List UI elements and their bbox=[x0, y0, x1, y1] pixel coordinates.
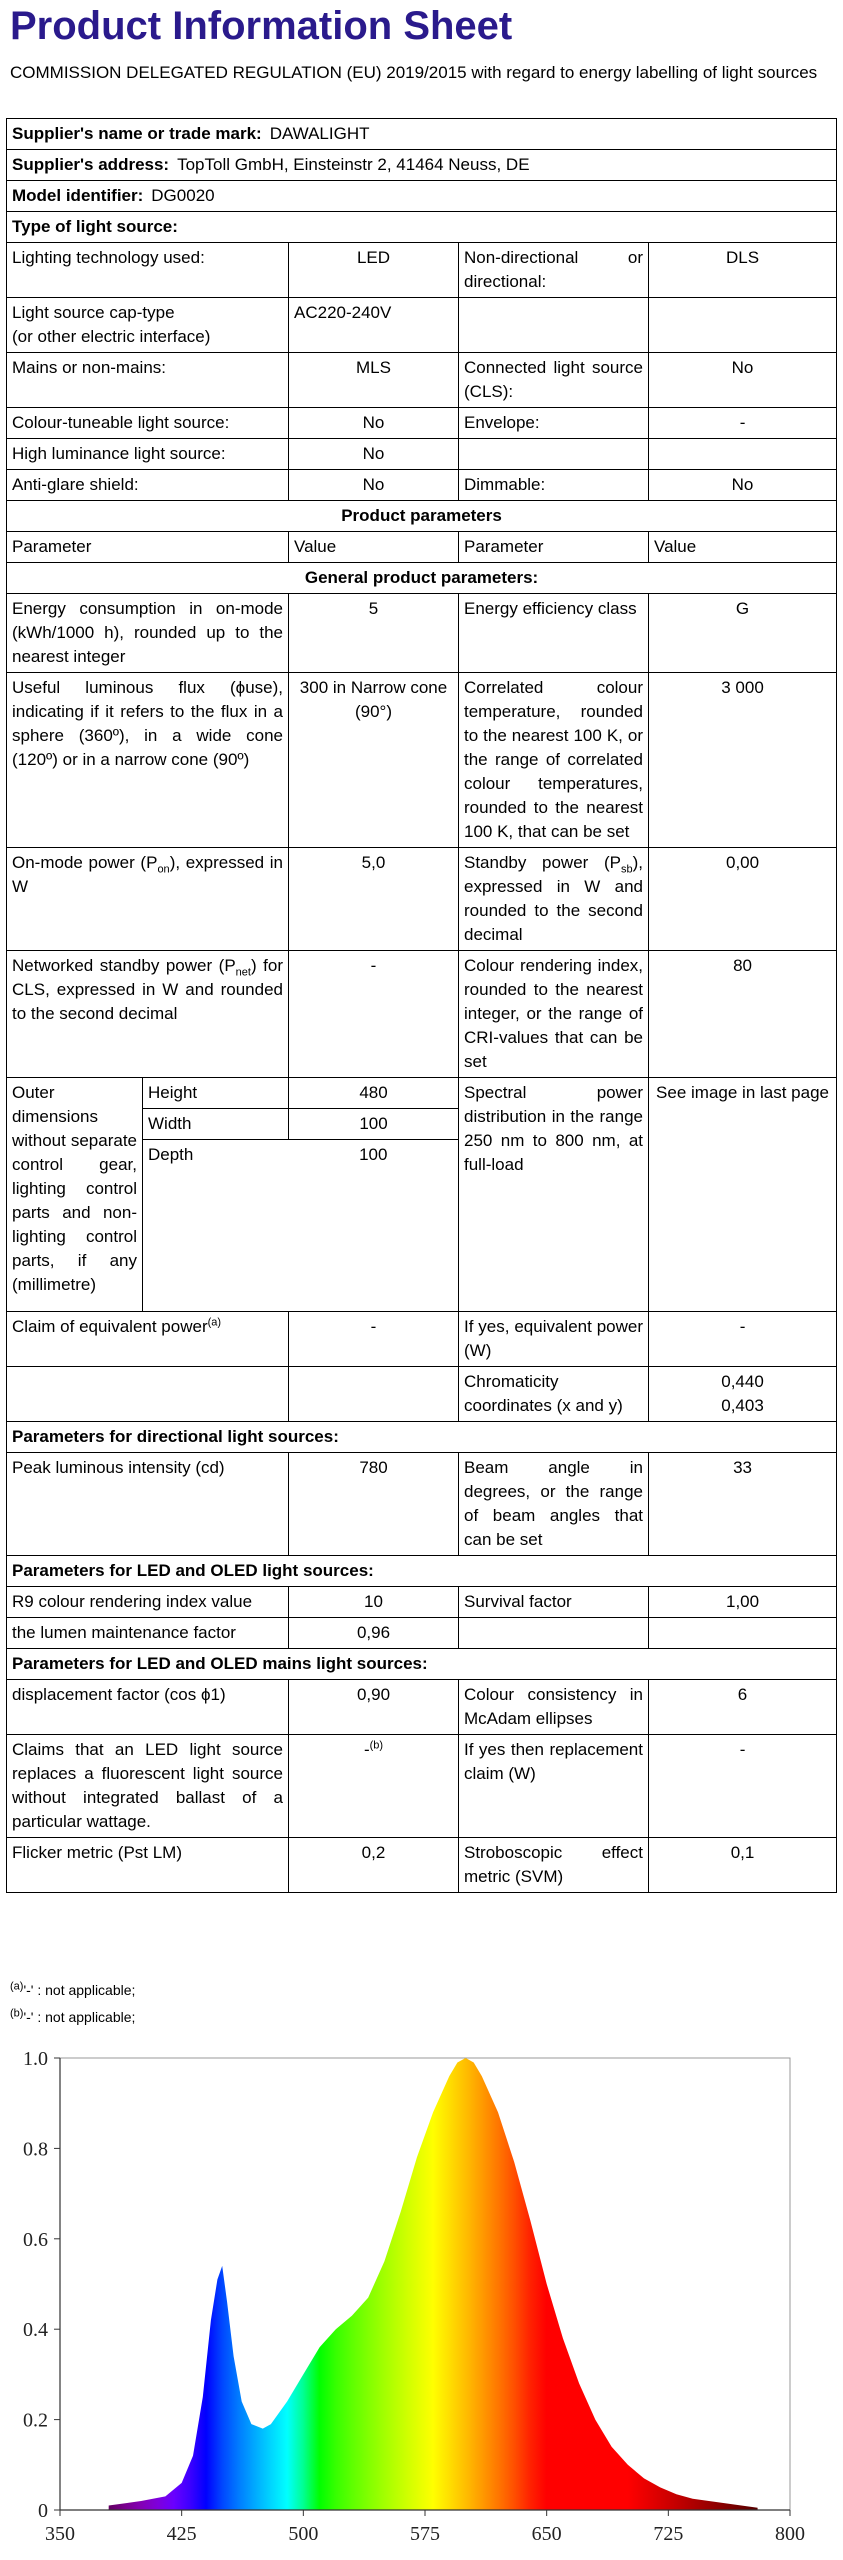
supplier-name-label: Supplier's name or trade mark: bbox=[12, 124, 262, 143]
anti-glare-value: No bbox=[289, 470, 459, 501]
supplier-address-value: TopToll GmbH, Einsteinstr 2, 41464 Neuss, DE bbox=[177, 155, 530, 174]
col-parameter-1: Parameter bbox=[7, 532, 289, 563]
cct-value: 3 000 bbox=[649, 673, 837, 848]
dimmable-value: No bbox=[649, 470, 837, 501]
r9-row bbox=[7, 1587, 837, 1618]
mains-row bbox=[7, 353, 837, 408]
energy-value: 5 bbox=[289, 594, 459, 673]
lumen-label: the lumen maintenance factor bbox=[7, 1618, 289, 1649]
flux-label: Useful luminous flux (ϕuse), indicating if it refers to the flux in a sphere (360º), in a wide cone (120º) or in a narrow cone (90º) bbox=[7, 673, 289, 848]
column-header-row bbox=[7, 532, 837, 563]
disp-value: 0,90 bbox=[289, 1680, 459, 1735]
cap-type-row bbox=[7, 298, 837, 353]
y-tick-label: 0.8 bbox=[23, 2138, 48, 2161]
spd-value: See image in last page bbox=[649, 1078, 837, 1312]
equiv-power-label: If yes, equivalent power (W) bbox=[459, 1312, 649, 1367]
y-tick-label: 0.4 bbox=[23, 2319, 48, 2342]
eff-class-value: G bbox=[649, 594, 837, 673]
colour-tune-value: No bbox=[289, 408, 459, 439]
spd-label: Spectral power distribution in the range 250 nm to 800 nm, at full-load bbox=[459, 1078, 649, 1312]
directional-value: DLS bbox=[649, 243, 837, 298]
width-label: Width bbox=[143, 1109, 289, 1140]
power-row bbox=[7, 848, 837, 951]
type-heading: Type of light source: bbox=[7, 212, 837, 243]
model-value: DG0020 bbox=[151, 186, 215, 205]
anti-glare-label: Anti-glare shield: bbox=[7, 470, 289, 501]
claims-label: Claims that an LED light source replaces a fluorescent light source without integrated ballast of a particular wattage. bbox=[7, 1735, 289, 1838]
disp-label: displacement factor (cos ϕ1) bbox=[7, 1680, 289, 1735]
cct-label: Correlated colour temperature, rounded to the nearest 100 K, or the range of correlated colour temperatures, rounded to the nearest 100 K, that can be set bbox=[459, 673, 649, 848]
claims-row bbox=[7, 1735, 837, 1838]
mains-label: Mains or non-mains: bbox=[7, 353, 289, 408]
strobo-value: 0,1 bbox=[649, 1838, 837, 1893]
product-params-heading: Product parameters bbox=[7, 501, 837, 532]
equiv-power-value: - bbox=[649, 1312, 837, 1367]
lumen-value: 0,96 bbox=[289, 1618, 459, 1649]
replace-value: - bbox=[649, 1735, 837, 1838]
flux-row bbox=[7, 673, 837, 848]
lighting-tech-row bbox=[7, 243, 837, 298]
footnote-b: $^{(b)}$'-' : not applicable; bbox=[10, 2007, 136, 2025]
depth-value: 100 bbox=[289, 1140, 459, 1312]
r9-label: R9 colour rendering index value bbox=[7, 1587, 289, 1618]
led-heading: Parameters for LED and OLED light sources: bbox=[7, 1556, 837, 1587]
general-heading: General product parameters: bbox=[7, 563, 837, 594]
x-tick-label: 650 bbox=[531, 2523, 562, 2545]
directional-heading: Parameters for directional light sources: bbox=[7, 1422, 837, 1453]
chroma-row bbox=[7, 1367, 837, 1422]
flicker-label: Flicker metric (Pst LM) bbox=[7, 1838, 289, 1893]
beam-label: Beam angle in degrees, or the range of beam angles that can be set bbox=[459, 1453, 649, 1556]
lighting-tech-label: Lighting technology used: bbox=[7, 243, 289, 298]
chroma-value: 0,440 0,403 bbox=[649, 1367, 837, 1422]
height-value: 480 bbox=[289, 1078, 459, 1109]
x-tick-label: 350 bbox=[45, 2523, 75, 2545]
beam-value: 33 bbox=[649, 1453, 837, 1556]
directional-heading-row bbox=[7, 1422, 837, 1453]
col-value-2: Value bbox=[649, 532, 837, 563]
col-parameter-2: Parameter bbox=[459, 532, 649, 563]
peak-row bbox=[7, 1453, 837, 1556]
type-heading-row bbox=[7, 212, 837, 243]
net-standby-row bbox=[7, 951, 837, 1078]
y-tick-label: 0 bbox=[38, 2500, 48, 2522]
consistency-label: Colour consistency in McAdam ellipses bbox=[459, 1680, 649, 1735]
supplier-address-label: Supplier's address: bbox=[12, 155, 170, 174]
envelope-value: - bbox=[649, 408, 837, 439]
cap-type-label-2: (or other electric interface) bbox=[12, 327, 211, 346]
replace-label: If yes then replacement claim (W) bbox=[459, 1735, 649, 1838]
lighting-tech-value: LED bbox=[289, 243, 459, 298]
dims-label: Outer dimensions without separate control gear, lighting control parts and non-lighting control parts, if any (millimetre) bbox=[7, 1078, 143, 1312]
supplier-name-row bbox=[7, 119, 837, 150]
net-standby-label: Networked standby power $(P_{net})$ for CLS, expressed in W and rounded to the second decimal bbox=[7, 951, 289, 1078]
mains-value: MLS bbox=[289, 353, 459, 408]
high-lum-value: No bbox=[289, 439, 459, 470]
dims-height-row bbox=[7, 1078, 837, 1109]
y-tick-label: 1.0 bbox=[23, 2048, 48, 2070]
lumen-row bbox=[7, 1618, 837, 1649]
x-tick-label: 575 bbox=[410, 2523, 440, 2545]
peak-value: 780 bbox=[289, 1453, 459, 1556]
disp-row bbox=[7, 1680, 837, 1735]
cls-value: No bbox=[649, 353, 837, 408]
survival-label: Survival factor bbox=[459, 1587, 649, 1618]
product-sheet-table bbox=[6, 118, 837, 1893]
claims-value: -$^{(b)}$ bbox=[289, 1735, 459, 1838]
energy-label: Energy consumption in on-mode (kWh/1000 h), rounded up to the nearest integer bbox=[7, 594, 289, 673]
flicker-value: 0,2 bbox=[289, 1838, 459, 1893]
strobo-label: Stroboscopic effect metric (SVM) bbox=[459, 1838, 649, 1893]
standby-value: 0,00 bbox=[649, 848, 837, 951]
mains-heading: Parameters for LED and OLED mains light sources: bbox=[7, 1649, 837, 1680]
cri-label: Colour rendering index, rounded to the nearest integer, or the range of CRI-values that can be set bbox=[459, 951, 649, 1078]
dimmable-label: Dimmable: bbox=[459, 470, 649, 501]
y-tick-label: 0.2 bbox=[23, 2409, 48, 2432]
mains-heading-row bbox=[7, 1649, 837, 1680]
spectrum-chart bbox=[0, 2040, 843, 2560]
y-tick-label: 0.6 bbox=[23, 2228, 48, 2251]
equiv-claim-value: - bbox=[289, 1312, 459, 1367]
on-power-label: On-mode power $(P_{on})$, expressed in W bbox=[7, 848, 289, 951]
consistency-value: 6 bbox=[649, 1680, 837, 1735]
anti-glare-row bbox=[7, 470, 837, 501]
cri-value: 80 bbox=[649, 951, 837, 1078]
net-standby-value: - bbox=[289, 951, 459, 1078]
x-tick-label: 800 bbox=[775, 2523, 805, 2545]
eff-class-label: Energy efficiency class bbox=[459, 594, 649, 673]
depth-label: Depth bbox=[143, 1140, 289, 1312]
model-row bbox=[7, 181, 837, 212]
col-value-1: Value bbox=[289, 532, 459, 563]
cap-type-label-1: Light source cap-type bbox=[12, 303, 175, 322]
supplier-address-row bbox=[7, 150, 837, 181]
high-lum-label: High luminance light source: bbox=[7, 439, 289, 470]
led-heading-row bbox=[7, 1556, 837, 1587]
envelope-label: Envelope: bbox=[459, 408, 649, 439]
x-tick-label: 725 bbox=[653, 2523, 684, 2545]
page-title: Product Information Sheet bbox=[10, 4, 513, 48]
high-lum-row bbox=[7, 439, 837, 470]
supplier-name-value: DAWALIGHT bbox=[269, 124, 370, 143]
height-label: Height bbox=[143, 1078, 289, 1109]
chroma-label: Chromaticity coordinates (x and y) bbox=[459, 1367, 649, 1422]
model-label: Model identifier: bbox=[12, 186, 144, 205]
cap-type-value: AC220-240V bbox=[289, 298, 459, 353]
general-heading-row bbox=[7, 563, 837, 594]
product-params-row bbox=[7, 501, 837, 532]
flicker-row bbox=[7, 1838, 837, 1893]
regulation-text: COMMISSION DELEGATED REGULATION (EU) 2019/2015 with regard to energy labelling of light sources bbox=[10, 63, 818, 82]
plot-area bbox=[23, 2048, 805, 2545]
footnote-a: $^{(a)}$'-' : not applicable; bbox=[10, 1980, 136, 1998]
cls-label: Connected light source (CLS): bbox=[459, 353, 649, 408]
peak-label: Peak luminous intensity (cd) bbox=[7, 1453, 289, 1556]
on-power-value: 5,0 bbox=[289, 848, 459, 951]
directional-label: Non-directional or directional: bbox=[459, 243, 649, 298]
energy-row bbox=[7, 594, 837, 673]
survival-value: 1,00 bbox=[649, 1587, 837, 1618]
standby-label: Standby power $(P_{sb})$, expressed in W and rounded to the second decimal bbox=[459, 848, 649, 951]
colour-tune-label: Colour-tuneable light source: bbox=[7, 408, 289, 439]
x-tick-label: 500 bbox=[288, 2523, 319, 2545]
equiv-claim-label: Claim of equivalent power$^{(a)}$ bbox=[7, 1312, 289, 1367]
r9-value: 10 bbox=[289, 1587, 459, 1618]
width-value: 100 bbox=[289, 1109, 459, 1140]
flux-value: 300 in Narrow cone (90°) bbox=[289, 673, 459, 848]
equiv-row bbox=[7, 1312, 837, 1367]
x-tick-label: 425 bbox=[166, 2523, 197, 2545]
colour-tune-row bbox=[7, 408, 837, 439]
